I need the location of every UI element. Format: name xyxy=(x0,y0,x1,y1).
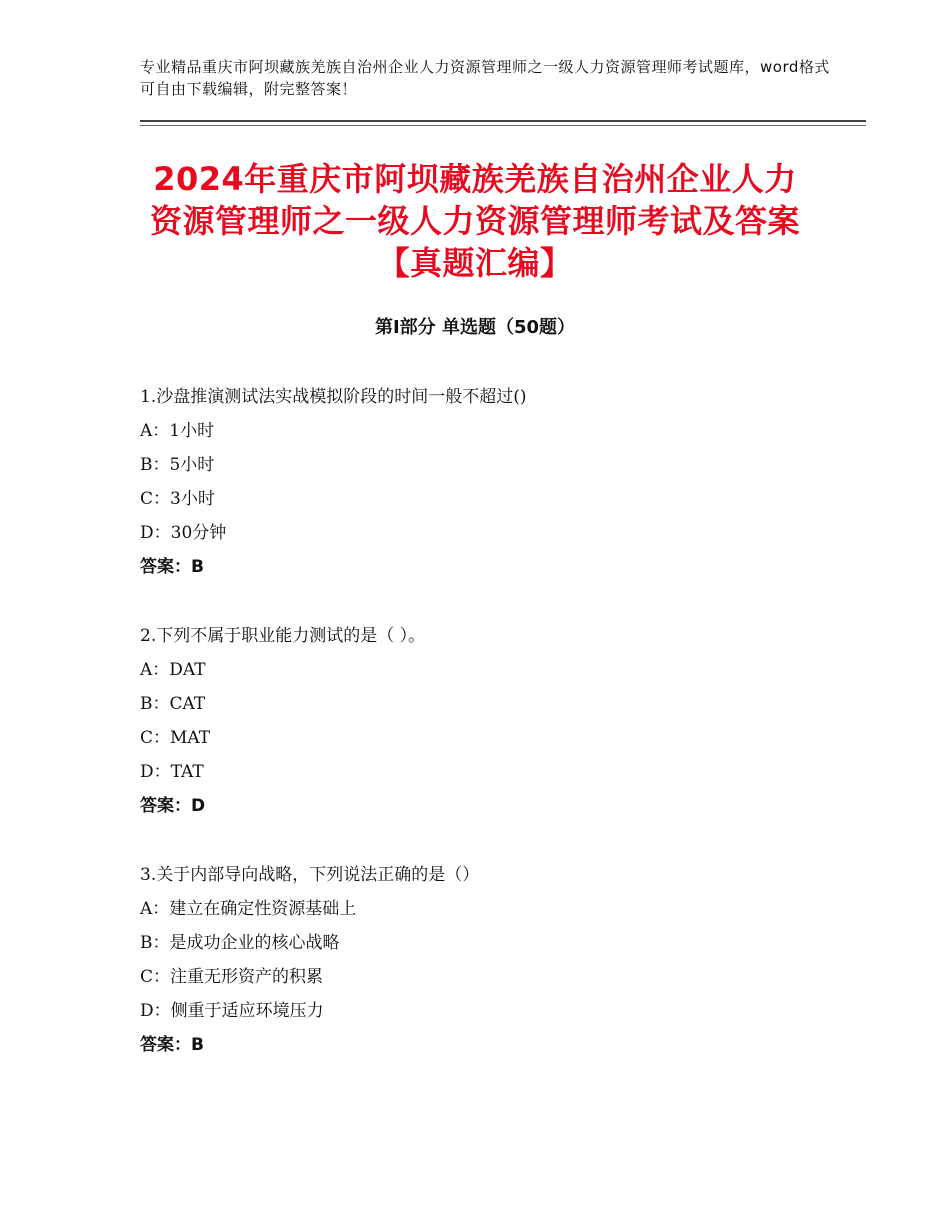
option-b: B：CAT xyxy=(140,694,206,714)
question-1 xyxy=(140,383,840,587)
option-b: B：是成功企业的核心战略 xyxy=(140,933,340,953)
header-divider-thin xyxy=(140,125,866,126)
page-header-text: 专业精品重庆市阿坝藏族羌族自治州企业人力资源管理师之一级人力资源管理师考试题库，word格式可自由下载编辑，附完整答案！ xyxy=(140,58,830,98)
question-stem: 2.下列不属于职业能力测试的是（ ）。 xyxy=(140,626,426,646)
answer: 答案：B xyxy=(140,1035,204,1055)
option-b: B：5小时 xyxy=(140,455,215,475)
option-d: D：30分钟 xyxy=(140,523,227,543)
option-a: A：DAT xyxy=(140,660,206,680)
document-title: 2024年重庆市阿坝藏族羌族自治州企业人力资源管理师之一级人力资源管理师考试及答案【真题汇编】 xyxy=(149,160,800,282)
question-3 xyxy=(140,861,840,1065)
option-a: A：1小时 xyxy=(140,421,215,441)
option-d: D：TAT xyxy=(140,762,204,782)
option-a: A：建立在确定性资源基础上 xyxy=(140,899,357,919)
question-2 xyxy=(140,622,840,826)
answer: 答案：B xyxy=(140,557,204,577)
answer: 答案：D xyxy=(140,796,206,816)
option-c: C：注重无形资产的积累 xyxy=(140,967,324,987)
option-d: D：侧重于适应环境压力 xyxy=(140,1001,324,1021)
header-divider-thick xyxy=(140,120,866,122)
section-heading: 第Ⅰ部分 单选题（50题） xyxy=(374,317,575,338)
question-stem: 1.沙盘推演测试法实战模拟阶段的时间一般不超过() xyxy=(140,387,527,407)
option-c: C：MAT xyxy=(140,728,211,748)
option-c: C：3小时 xyxy=(140,489,215,509)
question-stem: 3.关于内部导向战略，下列说法正确的是（） xyxy=(140,865,480,885)
